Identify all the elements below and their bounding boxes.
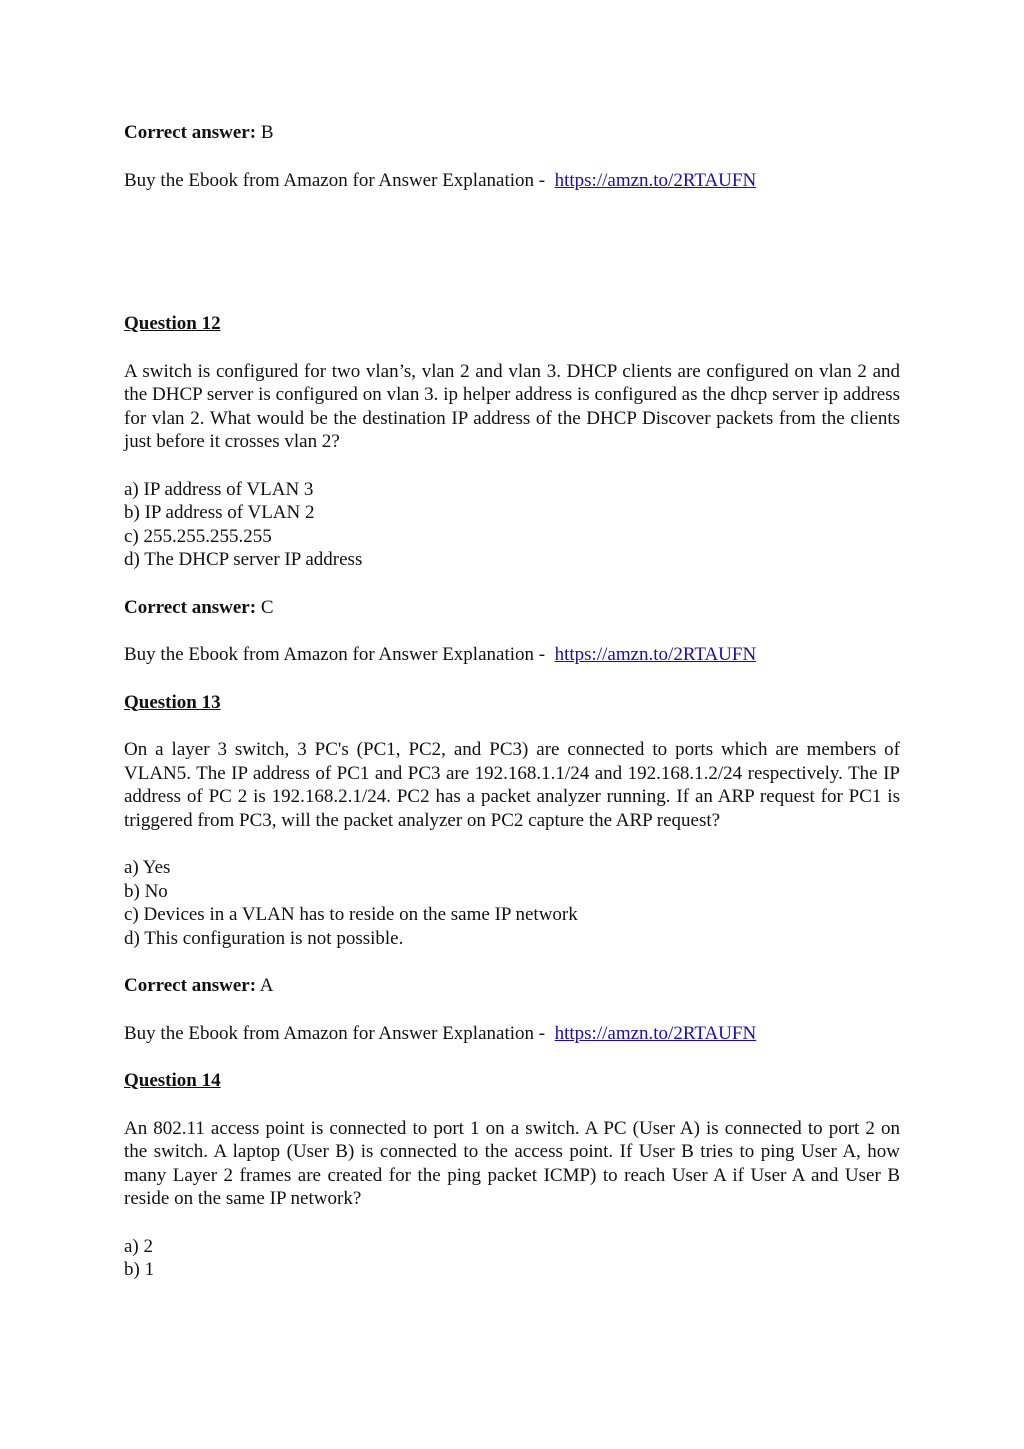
amazon-link[interactable]: https://amzn.to/2RTAUFN [554, 644, 757, 665]
amazon-link[interactable]: https://amzn.to/2RTAUFN [554, 1022, 757, 1044]
document-page [124, 121, 900, 1282]
question-14-body: An 802.11 access point is connected to port 1 on a switch. A PC (User A) is connected to port 2 on the switch. A laptop (User B) is connected to the access point. If User B tries to ping User A, how many Layer 2 frames are created for the ping packet ICMP) to reach User A if User A and User B reside on the same IP network? [124, 1117, 900, 1209]
question-13-options [124, 856, 900, 950]
buy-ebook-text: Buy the Ebook from Amazon for Answer Explanation - [124, 644, 546, 665]
option-a: a) IP address of VLAN 3 [124, 478, 314, 500]
question-12-body: A switch is configured for two vlan’s, vlan 2 and vlan 3. DHCP clients are configured on vlan 2 and the DHCP server is configured on vlan 3. ip helper address is configured as the dhcp server ip address for vlan 2. What would be the destination IP address of the DHCP Discover packets from the clients just before it crosses vlan 2? [124, 360, 900, 452]
buy-ebook-text: Buy the Ebook from Amazon for Answer Explanation - [124, 169, 546, 191]
buy-ebook-line-12 [124, 643, 900, 667]
question-14-options [124, 1235, 900, 1282]
option-b: b) 1 [124, 1259, 155, 1280]
correct-answer-11 [124, 121, 900, 145]
option-a: a) 2 [124, 1235, 154, 1257]
question-13-body: On a layer 3 switch, 3 PC's (PC1, PC2, and PC3) are connected to ports which are members of VLAN5. The IP address of PC1 and PC3 are 192.168.1.1/24 and 192.168.1.2/24 respectively. The IP address of PC 2 is 192.168.2.1/24. PC2 has a packet analyzer running. If an ARP request for PC1 is triggered from PC3, will the packet analyzer on PC2 capture the ARP request? [124, 739, 900, 831]
question-13-title: Question 13 [124, 691, 221, 713]
correct-answer-label: Correct answer: [124, 596, 257, 618]
correct-answer-12 [124, 596, 900, 620]
question-12-options [124, 478, 900, 572]
option-d: d) The DHCP server IP address [124, 549, 363, 570]
question-14-title: Question 14 [124, 1070, 221, 1091]
option-b: b) No [124, 880, 168, 902]
option-b: b) IP address of VLAN 2 [124, 502, 315, 523]
correct-answer-value: A [259, 975, 274, 996]
correct-answer-value: C [260, 596, 274, 618]
correct-answer-value: B [260, 122, 274, 143]
correct-answer-label: Correct answer: [124, 975, 257, 996]
option-a: a) Yes [124, 857, 171, 878]
amazon-link[interactable]: https://amzn.to/2RTAUFN [554, 169, 757, 191]
correct-answer-13 [124, 974, 900, 998]
buy-ebook-line-13 [124, 1022, 900, 1046]
buy-ebook-text: Buy the Ebook from Amazon for Answer Explanation - [124, 1022, 546, 1044]
option-c: c) Devices in a VLAN has to reside on the same IP network [124, 904, 578, 925]
question-12-title: Question 12 [124, 313, 221, 334]
option-c: c) 255.255.255.255 [124, 525, 272, 547]
buy-ebook-line-11 [124, 169, 900, 193]
option-d: d) This configuration is not possible. [124, 927, 404, 949]
correct-answer-label: Correct answer: [124, 122, 257, 143]
